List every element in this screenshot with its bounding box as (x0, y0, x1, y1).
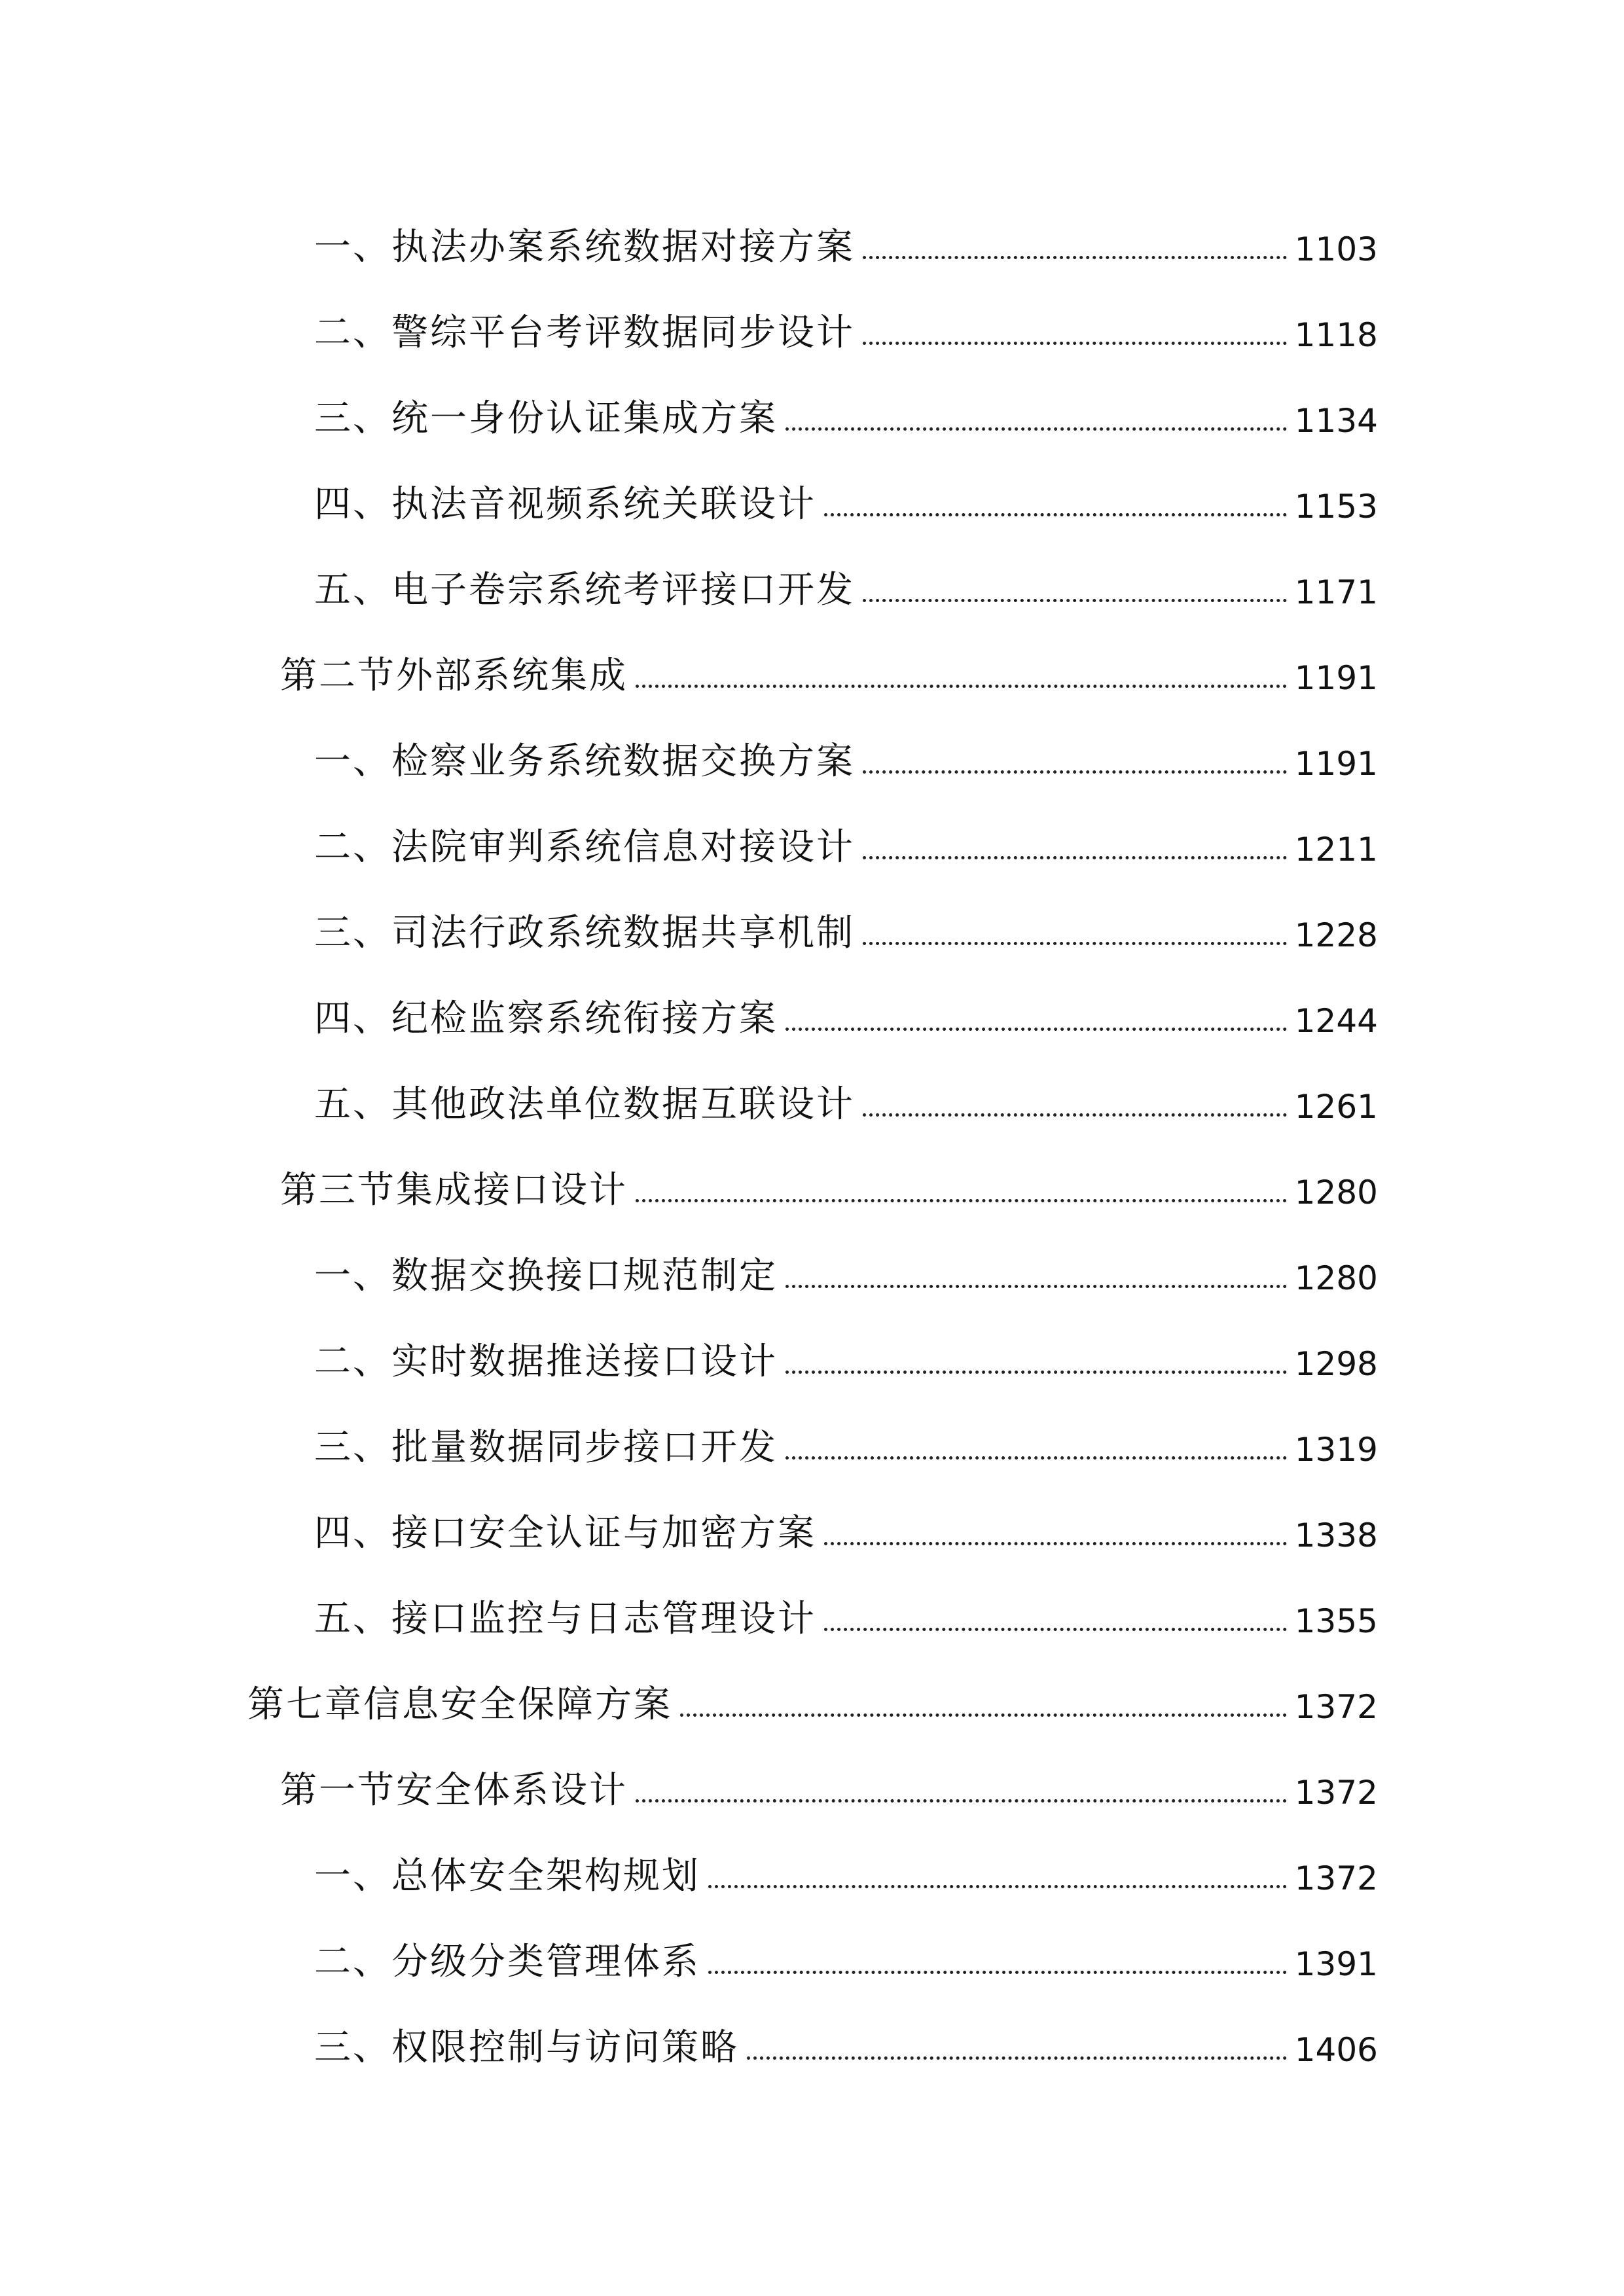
toc-entry[interactable] (314, 893, 1378, 952)
toc-entry-section[interactable] (280, 1150, 1378, 1209)
toc-entry-title: 二、法院审判系统信息对接设计 (314, 826, 855, 869)
toc-entry[interactable] (314, 721, 1378, 783)
toc-entry-page: 1118 (1294, 316, 1378, 354)
toc-entry-title: 四、接口安全认证与加密方案 (314, 1512, 816, 1554)
toc-dot-leader (863, 856, 1287, 859)
toc-entry-title: 一、总体安全架构规划 (314, 1855, 700, 1897)
toc-entry-page: 1372 (1294, 1688, 1378, 1726)
toc-entry[interactable] (314, 1321, 1378, 1383)
toc-dot-leader (785, 1285, 1287, 1288)
toc-dot-leader (824, 1628, 1287, 1631)
toc-entry-title: 一、执法办案系统数据对接方案 (314, 226, 855, 268)
toc-entry[interactable] (314, 1064, 1378, 1126)
toc-entry[interactable] (314, 293, 1378, 354)
toc-dot-leader (785, 1456, 1287, 1460)
toc-entry-page: 1355 (1294, 1602, 1378, 1640)
toc-dot-leader (680, 1713, 1287, 1717)
toc-dot-leader (863, 599, 1287, 602)
toc-entry-title: 四、执法音视频系统关联设计 (314, 483, 816, 526)
toc-entry-page: 1338 (1294, 1516, 1378, 1554)
toc-entry[interactable] (314, 978, 1378, 1040)
toc-entry-page: 1244 (1294, 1002, 1378, 1040)
toc-entry-title: 五、电子卷宗系统考评接口开发 (314, 569, 855, 611)
toc-entry-page: 1211 (1294, 831, 1378, 869)
toc-entry-title: 第三节集成接口设计 (280, 1169, 628, 1211)
toc-entry-page: 1298 (1294, 1345, 1378, 1383)
toc-entry[interactable] (314, 1922, 1378, 1981)
toc-entry[interactable] (314, 1407, 1378, 1469)
toc-entry-section[interactable] (280, 1750, 1378, 1812)
toc-dot-leader (863, 770, 1287, 774)
toc-entry-title: 第七章信息安全保障方案 (247, 1683, 672, 1726)
toc-entry-title: 三、统一身份认证集成方案 (314, 397, 778, 440)
toc-entry-page: 1228 (1294, 916, 1378, 954)
toc-entry-page: 1261 (1294, 1088, 1378, 1126)
toc-entry-title: 二、分级分类管理体系 (314, 1941, 700, 1983)
toc-entry-title: 五、其他政法单位数据互联设计 (314, 1083, 855, 1126)
toc-dot-leader (863, 256, 1287, 259)
toc-entry[interactable] (314, 807, 1378, 869)
toc-entry-title: 第二节外部系统集成 (280, 655, 628, 697)
toc-entry-title: 三、批量数据同步接口开发 (314, 1426, 778, 1469)
toc-entry-title: 第一节安全体系设计 (280, 1769, 628, 1812)
toc-entry-page: 1191 (1294, 659, 1378, 697)
toc-dot-leader (636, 1799, 1287, 1803)
toc-entry-page: 1391 (1294, 1945, 1378, 1983)
toc-dot-leader (824, 1542, 1287, 1545)
toc-entry-page: 1280 (1294, 1259, 1378, 1297)
toc-entry-page: 1372 (1294, 1859, 1378, 1897)
toc-dot-leader (747, 2056, 1287, 2060)
toc-dot-leader (863, 342, 1287, 345)
toc-dot-leader (636, 1199, 1287, 1202)
toc-entry-page: 1153 (1294, 488, 1378, 526)
toc-entry[interactable] (314, 1493, 1378, 1552)
toc-entry-page: 1134 (1294, 402, 1378, 440)
toc-dot-leader (863, 1113, 1287, 1117)
toc-entry-title: 二、警综平台考评数据同步设计 (314, 312, 855, 354)
toc-entry-page: 1319 (1294, 1431, 1378, 1469)
toc-entry[interactable] (314, 464, 1378, 526)
toc-entry[interactable] (314, 1836, 1378, 1895)
toc-dot-leader (785, 1371, 1287, 1374)
toc-entry[interactable] (314, 1236, 1378, 1295)
toc-entry-title: 三、司法行政系统数据共享机制 (314, 912, 855, 954)
toc-entry[interactable] (314, 2007, 1378, 2069)
toc-dot-leader (863, 942, 1287, 945)
toc-entry[interactable] (314, 207, 1378, 266)
toc-entry[interactable] (314, 1579, 1378, 1638)
toc-dot-leader (785, 1028, 1287, 1031)
toc-dot-leader (785, 427, 1287, 431)
toc-dot-leader (708, 1885, 1287, 1888)
toc-entry-title: 一、检察业务系统数据交换方案 (314, 740, 855, 783)
toc-entry-page: 1171 (1294, 573, 1378, 611)
toc-entry-title: 一、数据交换接口规范制定 (314, 1255, 778, 1297)
toc-entry[interactable] (314, 378, 1378, 440)
toc-entry-title: 三、权限控制与访问策略 (314, 2026, 739, 2069)
toc-entry-title: 五、接口监控与日志管理设计 (314, 1598, 816, 1640)
toc-dot-leader (636, 685, 1287, 688)
toc-dot-leader (824, 513, 1287, 516)
toc-entry-chapter[interactable] (247, 1664, 1378, 1726)
toc-entry-page: 1280 (1294, 1174, 1378, 1211)
toc-dot-leader (708, 1971, 1287, 1974)
toc-entry-page: 1406 (1294, 2031, 1378, 2069)
toc-entry-section[interactable] (280, 636, 1378, 697)
toc-entry[interactable] (314, 550, 1378, 609)
toc-entry-title: 二、实时数据推送接口设计 (314, 1340, 778, 1383)
toc-entry-page: 1372 (1294, 1774, 1378, 1812)
toc-entry-page: 1191 (1294, 745, 1378, 783)
toc-entry-page: 1103 (1294, 230, 1378, 268)
toc-entry-title: 四、纪检监察系统衔接方案 (314, 997, 778, 1040)
